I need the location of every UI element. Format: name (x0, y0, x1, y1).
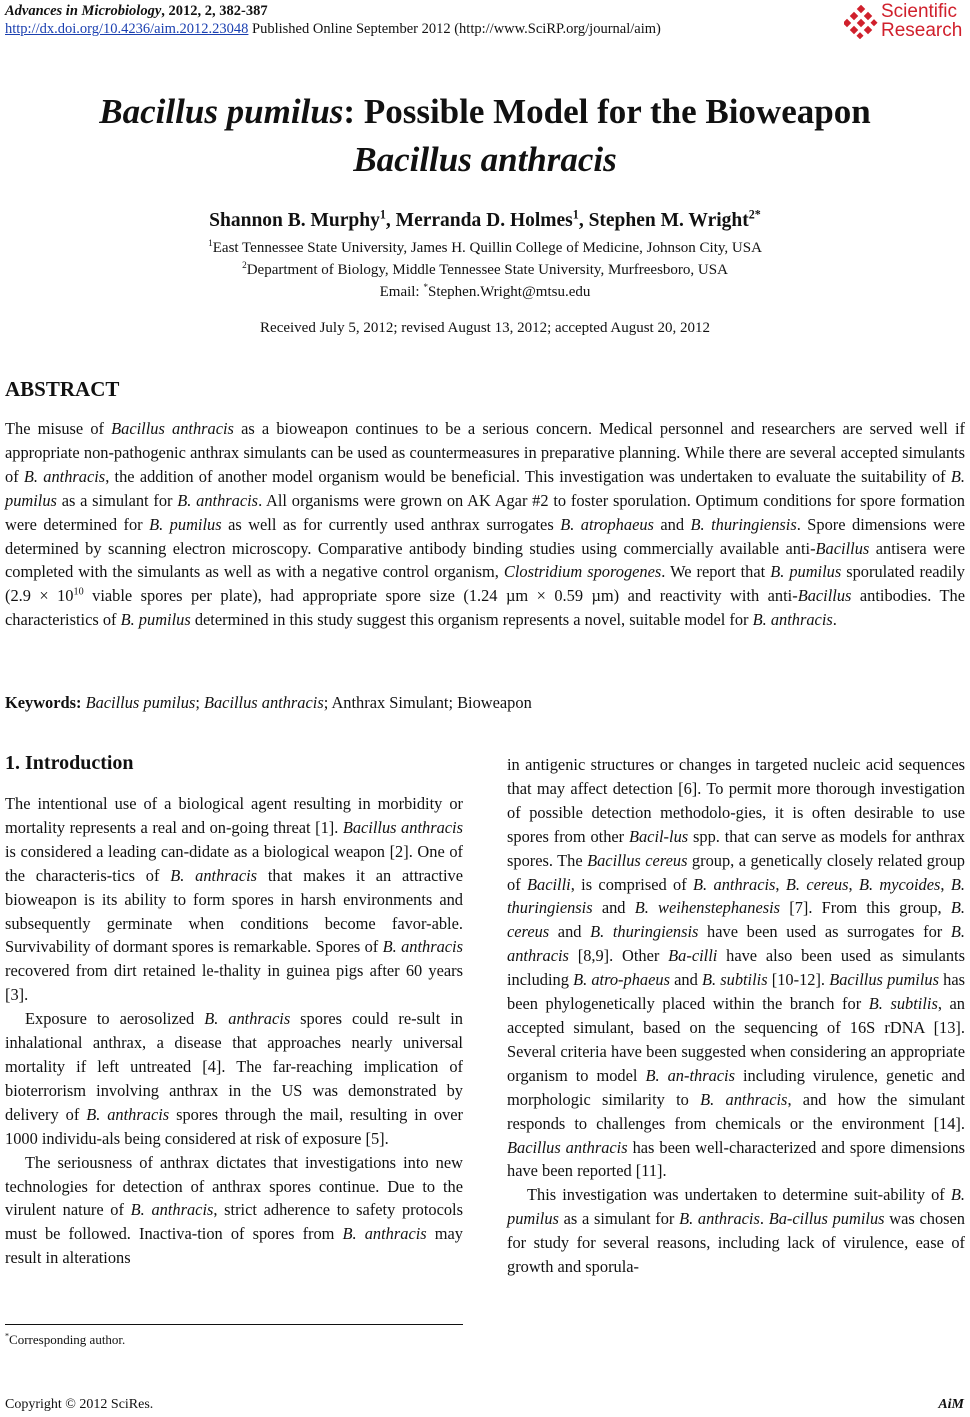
footnote-rule (5, 1324, 463, 1325)
author-list (0, 207, 970, 232)
author-sep: , (578, 210, 589, 231)
italic-term: Bacillus anthracis (111, 419, 234, 438)
email-label: Email: (379, 284, 424, 300)
title-organism: Bacillus pumilus (99, 92, 344, 131)
author-3-sup: 2* (748, 207, 761, 222)
aff1-text: East Tennessee State University, James H. Quillin College of Medicine, Johnson City, USA (212, 240, 762, 256)
journal-abbrev: AiM (938, 1397, 964, 1412)
paragraph: Exposure to aerosolized B. anthracis spores could re-sult in inhalational anthrax, a disease that approaches nearly universal mortality if left untreated [4]. The far-reaching implication of bioterrorism involving anthrax in the US was demonstrated by delivery of B. anthracis spores through the mail, resulting in over 1000 individu-als being considered at risk of exposure [5]. (5, 1009, 463, 1148)
italic-term: B. anthracis (507, 922, 965, 966)
abstract-heading: ABSTRACT (5, 377, 120, 401)
author-1-sup: 1 (379, 207, 386, 222)
italic-term: B. anthracis (130, 1200, 214, 1220)
italic-term: Bacillus cereus (587, 850, 688, 870)
paper-title (0, 88, 970, 184)
author-2-sup: 1 (572, 207, 579, 222)
italic-term: B. pumilus (507, 1185, 965, 1229)
italic-term: B. mycoides (858, 874, 941, 894)
italic-term: B. anthracis (382, 937, 463, 957)
italic-term: B. anthracis (342, 1224, 427, 1244)
italic-term: Bacillus anthracis (507, 1137, 628, 1157)
italic-term: B. subtilis (868, 994, 938, 1014)
italic-term: Bacillus anthracis (342, 817, 463, 837)
title-rest: : Possible Model for the Bioweapon (343, 92, 871, 131)
publisher-logo (844, 2, 966, 44)
keywords-list: Bacillus pumilus; Bacillus anthracis; Anthrax Simulant; Bioweapon (85, 693, 532, 712)
italic-term: Clostridium sporogenes (503, 562, 662, 582)
logo-line-1: Scientific (881, 1, 958, 22)
aff2-sup: 2 (242, 261, 247, 271)
italic-term: B. pumilus (5, 466, 965, 510)
title-bioweapon: Bacillus anthracis (353, 140, 617, 179)
affiliation-2 (0, 260, 970, 280)
keywords (5, 693, 532, 713)
published-note: Published Online September 2012 (http://www.SciRP.org/journal/aim) (248, 21, 661, 37)
paragraph: in antigenic structures or changes in targeted nucleic acid sequences that may affect detection [6]. To permit more thorough investigation of possible detection methodolo-gies, it is often desirable to use spores from other Bacil-lus spp. that can serve as models for anthrax spores. The Bacillus cereus group, a genetically closely related group of Bacilli, is comprised of B. anthracis, B. cereus, B. mycoides, B. thuringiensis and B. weihenstephanesis [7]. From this group, B. cereus and B. thuringiensis have been used as surrogates for B. anthracis [8,9]. Other Ba-cilli have also been used as simulants including B. atro-phaeus and B. subtilis [10-12]. Bacillus pumilus has been phylogenetically placed within the branch for B. subtilis, an accepted simulant, based on the sequencing of 16S rDNA [13]. Several criteria have been suggested when considering an appropriate organism to model B. an-thracis including virulence, genetic and morphologic similarity to B. anthracis, and how the simulant responds to challenges from chemicals or the environment [14]. Bacillus anthracis has been well-characterized and spore dimensions have been reported [11]. (507, 755, 966, 1181)
right-column (507, 753, 965, 1279)
italic-term: Bacil-lus (628, 826, 689, 846)
left-column (5, 792, 463, 1270)
italic-term: B. weihenstephanesis (634, 898, 781, 918)
journal-citation (5, 2, 661, 20)
author-1: Shannon B. Murphy (209, 210, 380, 231)
italic-term: Bacillus (815, 538, 870, 558)
author-3: Stephen M. Wright (588, 210, 749, 231)
footnote (5, 1332, 125, 1348)
italic-term: Bacillus (797, 586, 852, 606)
italic-term: Bacillus pumilus (829, 970, 939, 990)
doi-line (5, 20, 661, 38)
italic-term: B. anthracis (86, 1104, 170, 1124)
doi-link[interactable]: http://dx.doi.org/10.4236/aim.2012.23048 (5, 21, 249, 37)
italic-term: B. pumilus (120, 610, 191, 630)
copyright: Copyright © 2012 SciRes. (5, 1397, 154, 1412)
aff1-sup: 1 (208, 239, 213, 249)
italic-term: B. anthracis (752, 610, 833, 630)
italic-term: Bacillus pumilus (85, 693, 196, 712)
volume-info: , 2012, 2, 382-387 (161, 3, 268, 19)
italic-term: B. atrophaeus (560, 514, 654, 534)
email-sup: * (423, 283, 429, 293)
journal-header (5, 2, 661, 38)
paragraph: The seriousness of anthrax dictates that investigations into new technologies for detection of anthrax spores continue. Due to the virulent nature of B. anthracis, strict adherence to safety protocols must be followed. Inactiva-tion of spores from B. anthracis may result in alterations (5, 1152, 463, 1268)
italic-term: B. anthracis (700, 1089, 788, 1109)
author-sep: , (385, 210, 396, 231)
keywords-label: Keywords: (5, 693, 86, 712)
italic-term: B. thuringiensis (690, 514, 797, 534)
logo-line-2: Research (881, 20, 963, 41)
italic-term: Ba-cillus pumilus (768, 1209, 885, 1229)
affiliation-1 (0, 238, 970, 258)
italic-term: Ba-cilli (668, 946, 718, 966)
footnote-text: Corresponding author. (9, 1332, 126, 1347)
italic-term: B. pumilus (770, 562, 842, 582)
italic-term: B. subtilis (701, 970, 768, 990)
italic-term: B. an-thracis (645, 1065, 735, 1085)
paragraph: The intentional use of a biological agent resulting in morbidity or mortality represents a real and on-going threat [1]. Bacillus anthracis is considered a leading can-didate as a biological weapon [2]. One of the characteris-tics of B. anthracis that makes it an attractive bioweapon is its ability to form spores in harsh environments and subsequently germinate when conditions become favor-able. Survivability of dormant spores is remarkable. Spores of B. anthracis recovered from dirt retained le-thality in guinea pigs after 60 years [3]. (5, 794, 463, 1005)
email-line (0, 282, 970, 302)
italic-term: B. anthracis (170, 865, 258, 885)
italic-term: B. atro-phaeus (573, 970, 670, 990)
italic-term: B. anthracis (679, 1209, 760, 1229)
aff2-text: Department of Biology, Middle Tennessee State University, Murfreesboro, USA (246, 262, 728, 278)
italic-term: B. cereus (785, 874, 849, 894)
italic-term: B. pumilus (149, 514, 222, 534)
italic-term: Bacilli (527, 874, 571, 894)
paragraph: This investigation was undertaken to determine suit-ability of B. pumilus as a simulant for B. anthracis. Ba-cillus pumilus was chosen for study for several reasons, including lack of virulence, ease of growth and sporula- (507, 1185, 966, 1277)
footnote-sup: * (5, 1331, 10, 1341)
superscript: 10 (73, 586, 84, 598)
italic-term: B. anthracis (204, 1009, 291, 1029)
italic-term: Bacillus anthracis (203, 693, 324, 712)
italic-term: B. thuringiensis (507, 874, 965, 918)
author-2: Merranda D. Holmes (395, 210, 573, 231)
received-dates: Received July 5, 2012; revised August 13, 2012; accepted August 20, 2012 (260, 320, 710, 336)
italic-term: B. anthracis (23, 466, 106, 486)
italic-term: B. thuringiensis (590, 922, 699, 942)
title-line-1 (0, 88, 970, 136)
title-line-2 (0, 136, 970, 184)
italic-term: B. anthracis (177, 490, 259, 510)
email-address[interactable]: Stephen.Wright@mtsu.edu (428, 284, 591, 300)
italic-term: B. cereus (507, 898, 965, 942)
section-heading-introduction: 1. Introduction (5, 752, 134, 774)
abstract-body: The misuse of Bacillus anthracis as a bioweapon continues to be a serious concern. Medical personnel and researchers are served well if appropriate non-pathogenic anthrax simulants can be used as countermeasures in preparative planning. While there are several accepted simulants of B. anthracis, the addition of another model organism would be beneficial. This investigation was undertaken to evaluate the suitability of B. pumilus as a simulant for B. anthracis. All organisms were grown on AK Agar #2 to foster sporulation. Optimum conditions for spore formation were determined for B. pumilus as well as for currently used anthrax surrogates B. atrophaeus and B. thuringiensis. Spore dimensions were determined by scanning electron microscopy. Comparative antibody binding studies using commercially available anti-Bacillus antisera were completed with the simulants as well as with a negative control organism, Clostridium sporogenes. We report that B. pumilus sporulated readily ($2.9 \times 10^{10}$ viable spores per plate), had appropriate spore size (1.24 µm × 0.59 µm) and reactivity with anti-Bacillus antibodies. The characteristics of B. pumilus determined in this study suggest this organism represents a novel, suitable model for B. anthracis. (5, 419, 966, 630)
publisher-logo-icon (844, 5, 878, 39)
journal-name: Advances in Microbiology (5, 3, 162, 19)
publisher-logo-text (881, 2, 962, 40)
italic-term: B. anthracis (693, 874, 776, 894)
